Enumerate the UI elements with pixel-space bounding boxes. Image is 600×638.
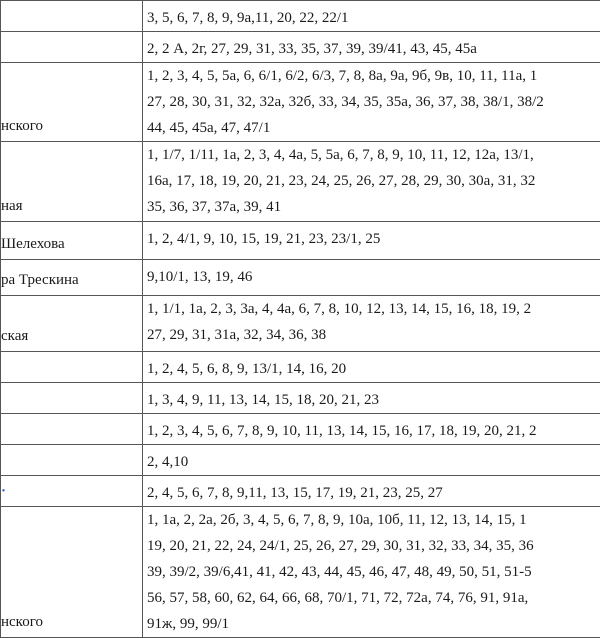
street-name-cell xyxy=(1,507,143,638)
street-name: ская xyxy=(1,328,28,344)
address-table-body xyxy=(1,1,600,638)
table-row xyxy=(1,414,600,445)
house-numbers-line: 1, 2, 3, 4, 5, 6, 7, 8, 9, 10, 11, 13, 14, 15, 16, 17, 18, 19, 20, 21, 2 xyxy=(147,414,600,444)
house-numbers-cell xyxy=(143,1,600,32)
street-name-cell xyxy=(1,414,143,445)
table-row xyxy=(1,383,600,414)
house-numbers-line: 27, 29, 31, 31а, 32, 34, 36, 38 xyxy=(147,322,600,348)
street-name-cell xyxy=(1,352,143,383)
street-name: нского xyxy=(1,118,43,134)
street-name: нского xyxy=(1,614,43,630)
house-numbers-line: 1, 2, 3, 4, 5, 5а, 6, 6/1, 6/2, 6/3, 7, 8, 8а, 9а, 9б, 9в, 10, 11, 11а, 1 xyxy=(147,63,600,89)
house-numbers-line: 19, 20, 21, 22, 24, 24/1, 25, 26, 27, 29, 30, 31, 32, 33, 34, 35, 36 xyxy=(147,533,600,559)
table-row xyxy=(1,352,600,383)
house-numbers-line: 16а, 17, 18, 19, 20, 21, 23, 24, 25, 26, 27, 28, 29, 30, 30а, 31, 32 xyxy=(147,168,600,194)
house-numbers-cell xyxy=(143,414,600,445)
house-numbers-line: 1, 3, 4, 9, 11, 13, 14, 15, 18, 20, 21, 23 xyxy=(147,383,600,413)
street-name-cell xyxy=(1,222,143,260)
table-row xyxy=(1,222,600,260)
blue-marker-icon: · xyxy=(1,483,6,499)
table-row xyxy=(1,507,600,638)
street-name-cell xyxy=(1,476,143,507)
house-numbers-cell xyxy=(143,222,600,260)
street-name-cell xyxy=(1,63,143,142)
house-numbers-line: 1, 2, 4, 5, 6, 8, 9, 13/1, 14, 16, 20 xyxy=(147,352,600,382)
house-numbers-line: 1, 1а, 2, 2а, 2б, 3, 4, 5, 6, 7, 8, 9, 10а, 10б, 11, 12, 13, 14, 15, 1 xyxy=(147,507,600,533)
house-numbers-line: 1, 2, 4/1, 9, 10, 15, 19, 21, 23, 23/1, 25 xyxy=(147,222,600,252)
street-name-cell xyxy=(1,1,143,32)
house-numbers-cell xyxy=(143,445,600,476)
house-numbers-cell xyxy=(143,32,600,63)
street-name-cell xyxy=(1,32,143,63)
house-numbers-cell xyxy=(143,142,600,222)
house-numbers-line: 2, 4,10 xyxy=(147,445,600,475)
house-numbers-line: 2, 2 А, 2г, 27, 29, 31, 33, 35, 37, 39, 39/41, 43, 45, 45а xyxy=(147,32,600,62)
house-numbers-line: 27, 28, 30, 31, 32, 32а, 32б, 33, 34, 35, 35а, 36, 37, 38, 38/1, 38/2 xyxy=(147,89,600,115)
house-numbers-line: 9,10/1, 13, 19, 46 xyxy=(147,260,600,290)
table-row xyxy=(1,63,600,142)
house-numbers-line: 56, 57, 58, 60, 62, 64, 66, 68, 70/1, 71, 72, 72а, 74, 76, 91, 91а, xyxy=(147,585,600,611)
house-numbers-line: 44, 45, 45а, 47, 47/1 xyxy=(147,115,600,141)
street-name: ная xyxy=(1,198,23,214)
street-name-cell xyxy=(1,142,143,222)
house-numbers-line: 3, 5, 6, 7, 8, 9, 9а,11, 20, 22, 22/1 xyxy=(147,1,600,31)
house-numbers-cell xyxy=(143,476,600,507)
table-row xyxy=(1,142,600,222)
house-numbers-line: 1, 1/7, 1/11, 1а, 2, 3, 4, 4а, 5, 5а, 6, 7, 8, 9, 10, 11, 12, 12а, 13/1, xyxy=(147,142,600,168)
house-numbers-cell xyxy=(143,507,600,638)
house-numbers-line: 2, 4, 5, 6, 7, 8, 9,11, 13, 15, 17, 19, 21, 23, 25, 27 xyxy=(147,476,600,506)
house-numbers-line: 1, 1/1, 1а, 2, 3, 3а, 4, 4а, 6, 7, 8, 10, 12, 13, 14, 15, 16, 18, 19, 2 xyxy=(147,296,600,322)
table-row xyxy=(1,32,600,63)
house-numbers-cell xyxy=(143,63,600,142)
house-numbers-line: 39, 39/2, 39/6,41, 41, 42, 43, 44, 45, 46, 47, 48, 49, 50, 51, 51-5 xyxy=(147,559,600,585)
house-numbers-cell xyxy=(143,383,600,414)
table-row xyxy=(1,445,600,476)
house-numbers-cell xyxy=(143,260,600,296)
house-numbers-cell xyxy=(143,296,600,352)
street-name-cell xyxy=(1,383,143,414)
street-name-cell xyxy=(1,445,143,476)
table-row xyxy=(1,260,600,296)
street-name: Шелехова xyxy=(1,236,65,252)
house-numbers-line: 35, 36, 37, 37а, 39, 41 xyxy=(147,194,600,220)
table-row xyxy=(1,1,600,32)
street-name: ра Трескина xyxy=(1,272,79,288)
house-numbers-line: 91ж, 99, 99/1 xyxy=(147,611,600,637)
house-numbers-cell xyxy=(143,352,600,383)
street-name-cell xyxy=(1,260,143,296)
table-row xyxy=(1,476,600,507)
table-row xyxy=(1,296,600,352)
street-name-cell xyxy=(1,296,143,352)
